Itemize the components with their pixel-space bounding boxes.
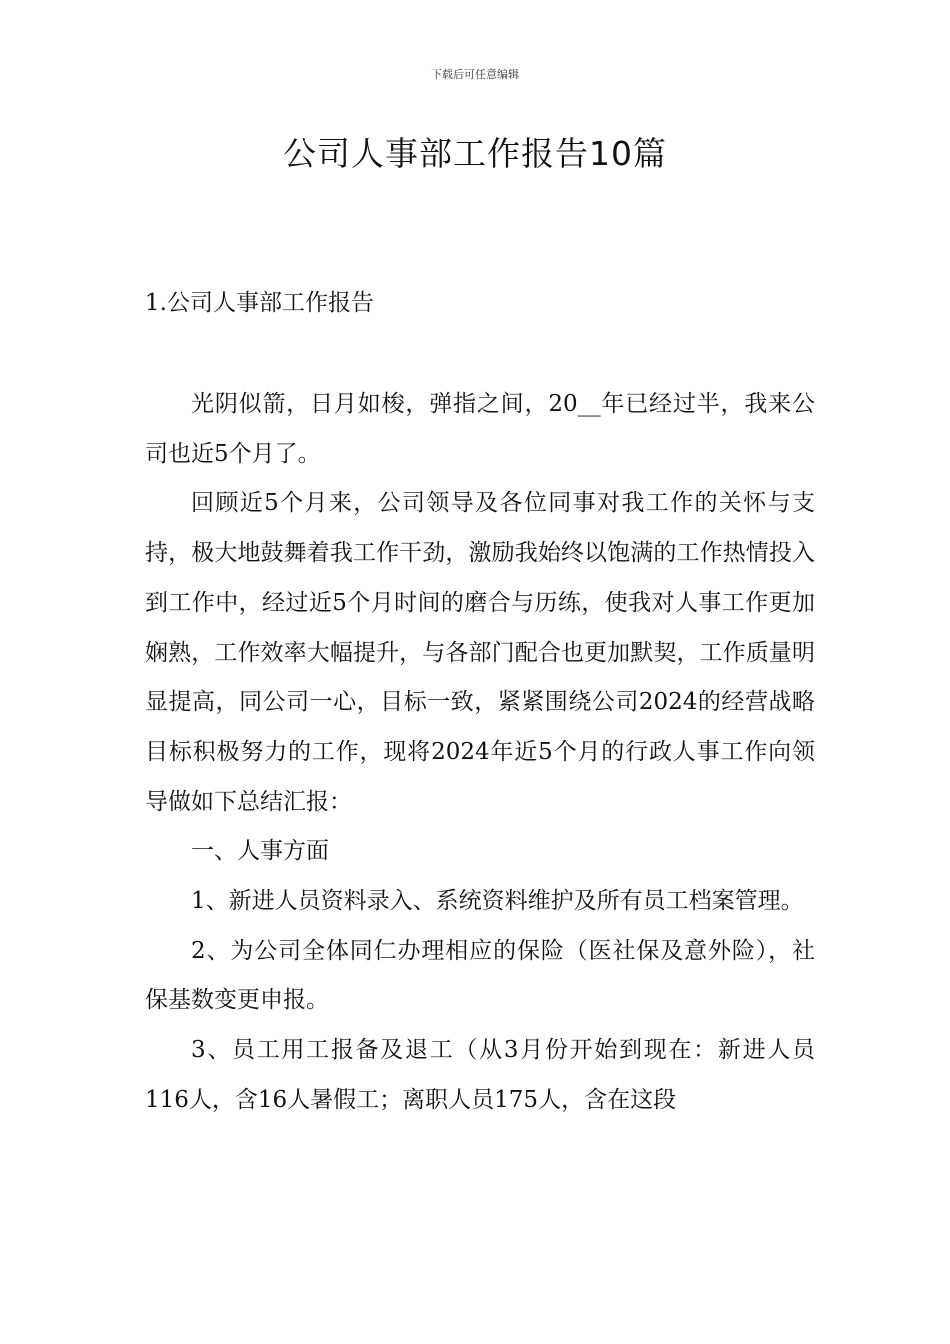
header-note: 下载后可任意编辑: [431, 68, 519, 81]
paragraph-hr-heading: 一、人事方面: [191, 838, 329, 865]
paragraph-review: 回顾近5个月来，公司领导及各位同事对我工作的关怀与支持，极大地鼓舞着我工作干劲，激励我始终以饱满的工作热情投入到工作中，经过近5个月时间的磨合与历练，使我对人事工作更加娴熟，工作效率大幅提升，与各部门配合也更加默契，工作质量明显提高，同公司一心，目标一致，紧紧围绕公司2024的经营战略目标积极努力的工作，现将2024年近5个月的行政人事工作向领导做如下总结汇报：: [145, 490, 815, 815]
document-title: 公司人事部工作报告10篇: [283, 134, 667, 173]
paragraph-item-3: 3、员工用工报备及退工（从3月份开始到现在：新进人员116人，含16人暑假工；离职人员175人，含在这段: [145, 1037, 815, 1113]
paragraph-item-1: 1、新进人员资料录入、系统资料维护及所有员工档案管理。: [191, 888, 804, 915]
section-heading: 1.公司人事部工作报告: [145, 290, 374, 316]
paragraph-intro: 光阴似箭，日月如梭，弹指之间，20__年已经过半，我来公司也近5个月了。: [145, 391, 815, 467]
report-body: [145, 380, 815, 1126]
paragraph-item-2: 2、为公司全体同仁办理相应的保险（医社保及意外险），社保基数变更申报。: [145, 937, 815, 1014]
